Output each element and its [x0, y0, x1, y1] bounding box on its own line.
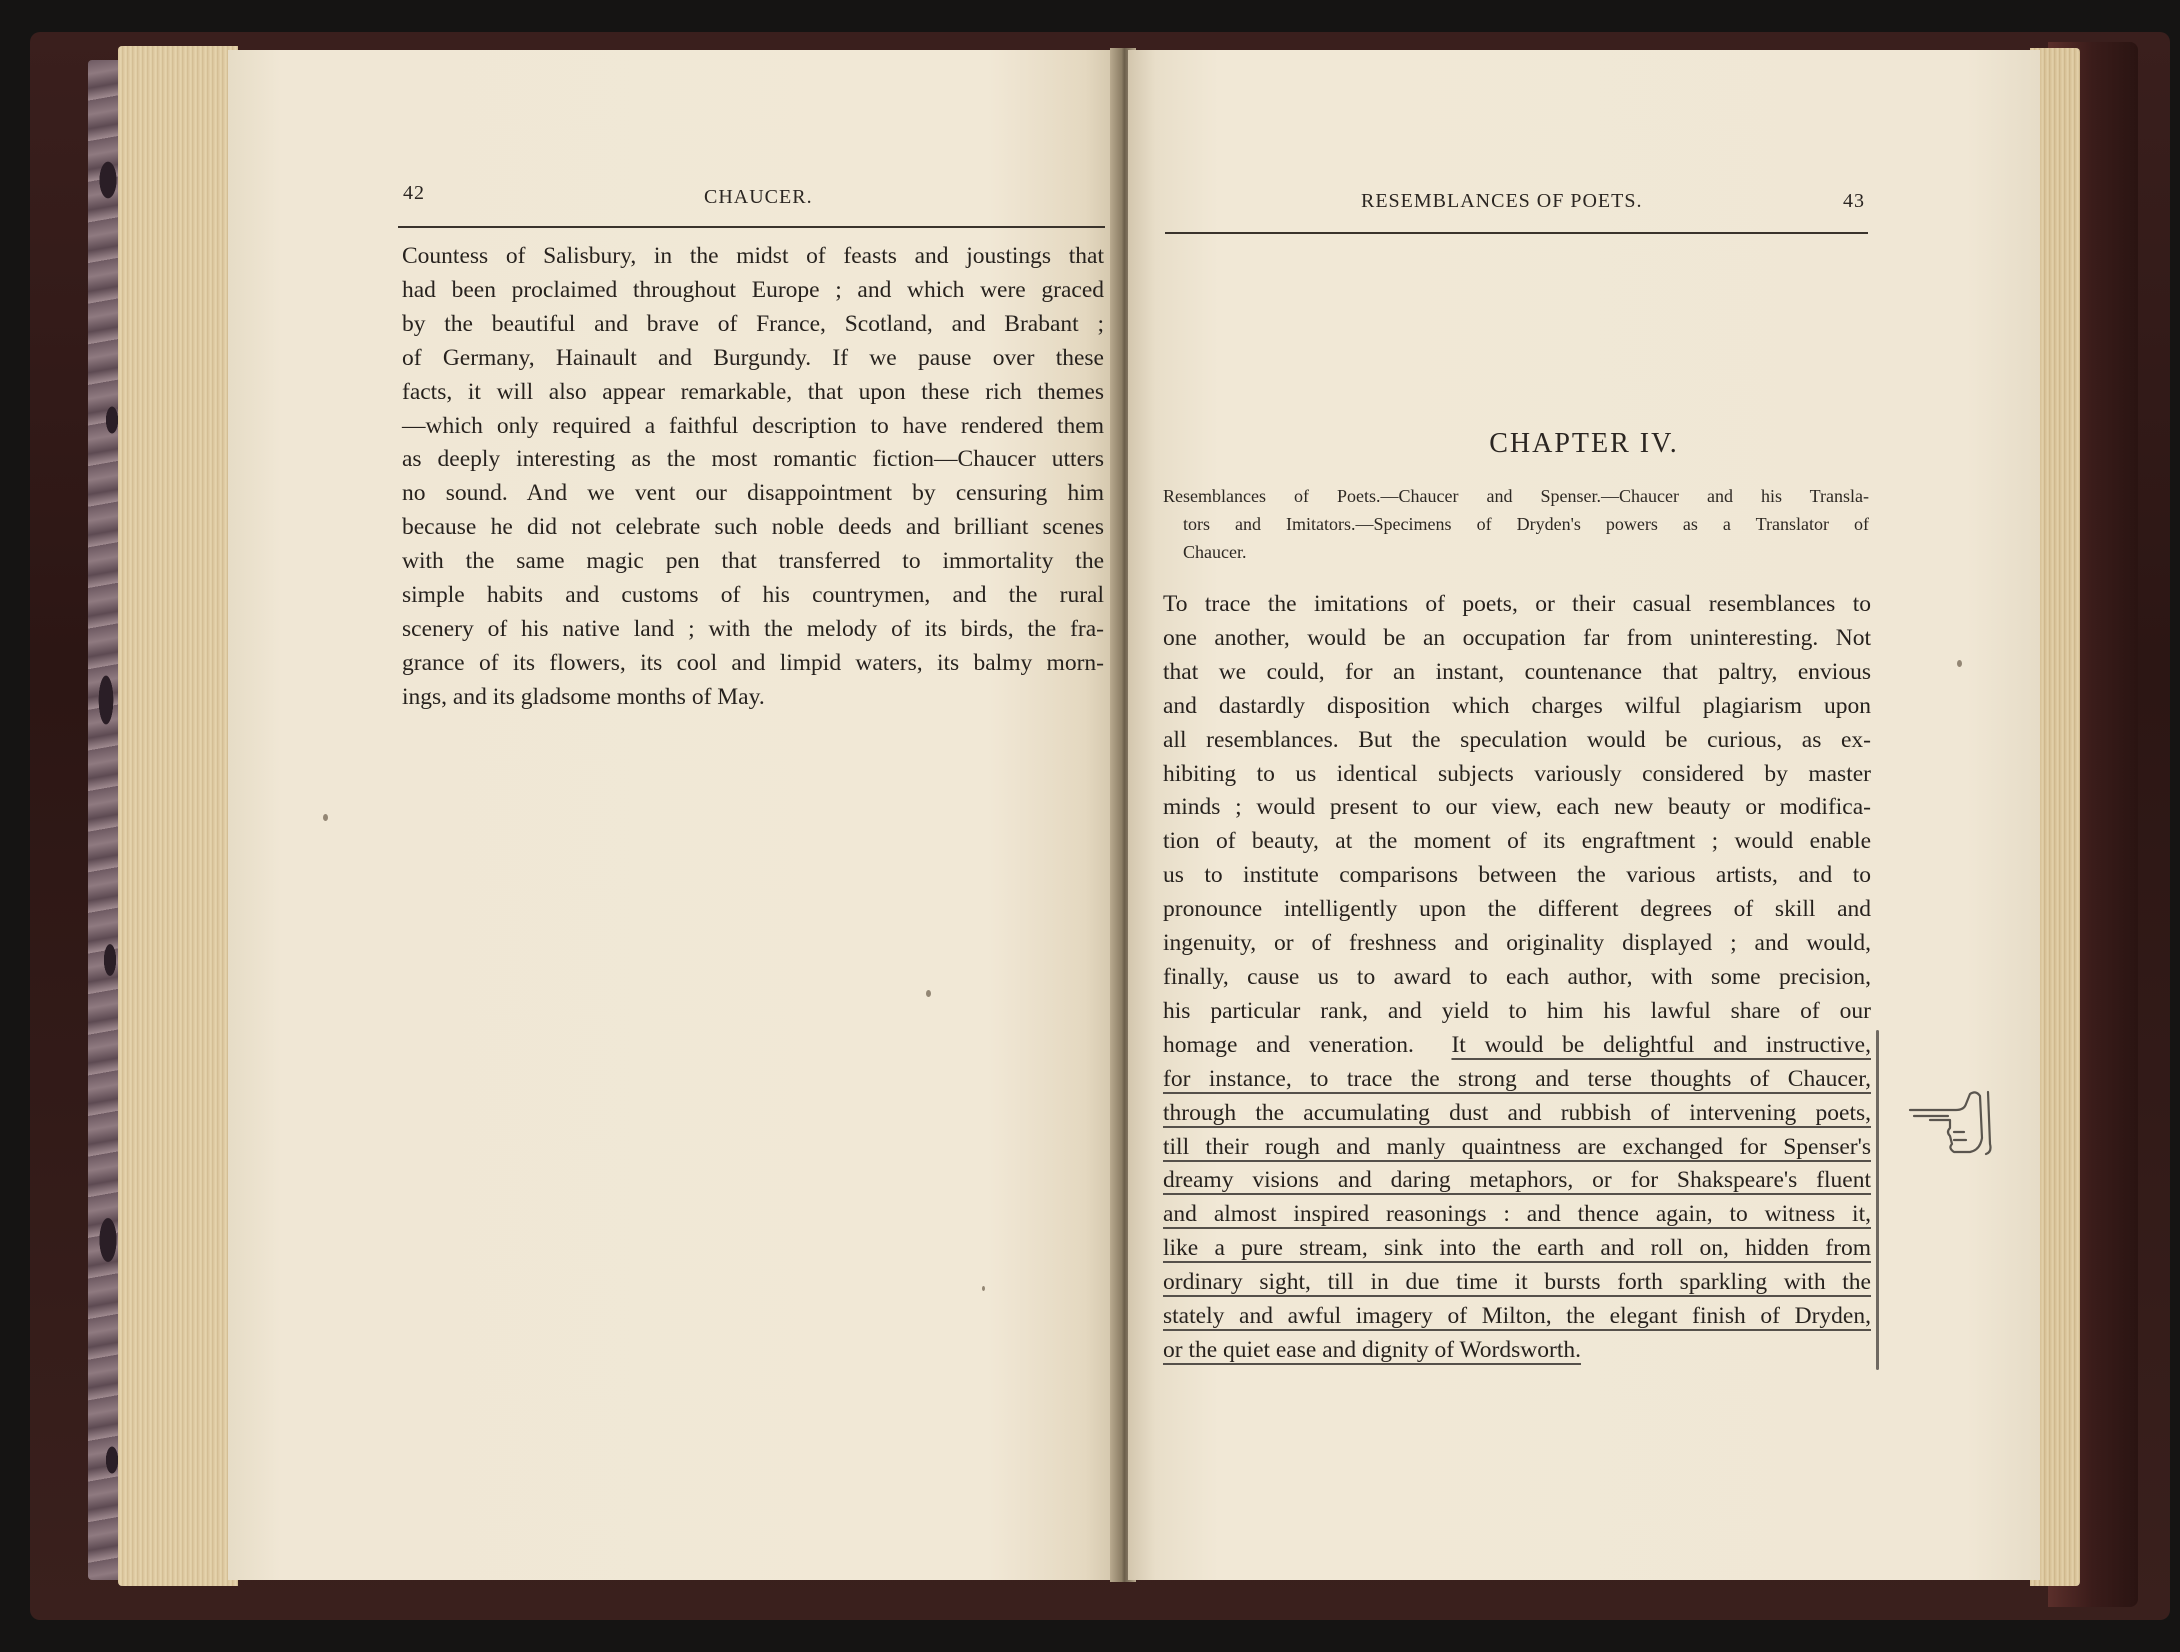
- text-line: pronounce intelligently upon the different degrees of skill and: [1163, 896, 1871, 923]
- text-line: —which only required a faithful description to have rendered them: [402, 412, 1104, 439]
- right-running-head: RESEMBLANCES OF POETS.: [1361, 190, 1643, 212]
- text-line: To trace the imitations of poets, or their casual resemblances to: [1163, 591, 1871, 617]
- underlined-line: through the accumulating dust and rubbish of intervening poets,: [1163, 1099, 1871, 1126]
- text-line: facts, it will also appear remarkable, that upon these rich themes: [402, 378, 1104, 405]
- text-line: finally, cause us to award to each author, with some precision,: [1163, 963, 1871, 990]
- underlined-text: It would be delightful and instructive,: [1451, 1031, 1871, 1058]
- underlined-line: dreamy visions and daring metaphors, or for Shakspeare's fluent: [1163, 1167, 1871, 1194]
- left-head-rule: [398, 226, 1105, 228]
- right-head-rule: [1165, 232, 1868, 234]
- text-line: all resemblances. But the speculation would be curious, as ex-: [1163, 726, 1871, 753]
- left-page-number: 42: [403, 182, 425, 204]
- text-line: hibiting to us identical subjects variously considered by master: [1163, 760, 1871, 787]
- text-line: grance of its flowers, its cool and limpid waters, its balmy morn-: [402, 649, 1104, 676]
- text-line: one another, would be an occupation far from uninteresting. Not: [1163, 624, 1871, 651]
- text-line: by the beautiful and brave of France, Scotland, and Brabant ;: [402, 310, 1104, 337]
- text-line: had been proclaimed throughout Europe ; and which were graced: [402, 276, 1104, 303]
- text-line: ings, and its gladsome months of May.: [402, 683, 765, 710]
- text-line: of Germany, Hainault and Burgundy. If we pause over these: [402, 344, 1104, 371]
- underlined-line: till their rough and manly quaintness are exchanged for Spenser's: [1163, 1133, 1871, 1160]
- text-line: because he did not celebrate such noble deeds and brilliant scenes: [402, 514, 1104, 541]
- text-line: simple habits and customs of his countrymen, and the rural: [402, 582, 1104, 609]
- underlined-line: stately and awful imagery of Milton, the elegant finish of Dryden,: [1163, 1303, 1871, 1330]
- text-line: tion of beauty, at the moment of its engraftment ; would enable: [1163, 828, 1871, 855]
- text-line: [1163, 1029, 1871, 1063]
- underlined-line: and almost inspired reasonings : and thence again, to witness it,: [1163, 1201, 1871, 1228]
- text-line: as deeply interesting as the most romantic fiction—Chaucer utters: [402, 446, 1104, 473]
- text-line: scenery of his native land ; with the melody of its birds, the fra-: [402, 615, 1104, 642]
- underlined-line: for instance, to trace the strong and terse thoughts of Chaucer,: [1163, 1065, 1871, 1092]
- text-line: his particular rank, and yield to him his lawful share of our: [1163, 997, 1871, 1024]
- underlined-line: ordinary sight, till in due time it bursts forth sparkling with the: [1163, 1269, 1871, 1296]
- underlined-line: like a pure stream, sink into the earth and roll on, hidden from: [1163, 1235, 1871, 1262]
- text-line: with the same magic pen that transferred to immortality the: [402, 548, 1104, 575]
- text-line: that we could, for an instant, countenance that paltry, envious: [1163, 658, 1871, 685]
- left-page-body: [402, 240, 1104, 715]
- paper-speck: [926, 990, 931, 997]
- left-running-head: CHAUCER.: [704, 186, 813, 208]
- plain-text: homage and veneration.: [1163, 1031, 1452, 1058]
- page-edges-left: [118, 46, 238, 1586]
- paper-speck: [982, 1286, 985, 1291]
- chapter-summary: [1163, 482, 1869, 566]
- chapter-title: CHAPTER IV.: [1489, 428, 1679, 459]
- right-page-body: [1163, 588, 1871, 1368]
- pencil-margin-line: [1876, 1030, 1879, 1370]
- summary-line: Chaucer.: [1183, 542, 1247, 562]
- right-page-number: 43: [1843, 190, 1865, 212]
- text-line: no sound. And we vent our disappointment by censuring him: [402, 480, 1104, 507]
- summary-line: tors and Imitators.—Specimens of Dryden's powers as a Translator of: [1183, 514, 1869, 534]
- summary-line: Resemblances of Poets.—Chaucer and Spenser.—Chaucer and his Transla-: [1163, 486, 1869, 506]
- paper-speck: [1957, 660, 1962, 667]
- text-line: and dastardly disposition which charges wilful plagiarism upon: [1163, 692, 1871, 719]
- paper-speck: [323, 814, 328, 821]
- text-line: minds ; would present to our view, each new beauty or modifica-: [1163, 794, 1871, 821]
- text-line: us to institute comparisons between the various artists, and to: [1163, 862, 1871, 889]
- text-line: ingenuity, or of freshness and originality displayed ; and would,: [1163, 930, 1871, 957]
- underlined-line: or the quiet ease and dignity of Wordsworth.: [1163, 1336, 1581, 1363]
- pointing-hand-icon: [1906, 1088, 1998, 1158]
- text-line: Countess of Salisbury, in the midst of feasts and joustings that: [402, 243, 1104, 269]
